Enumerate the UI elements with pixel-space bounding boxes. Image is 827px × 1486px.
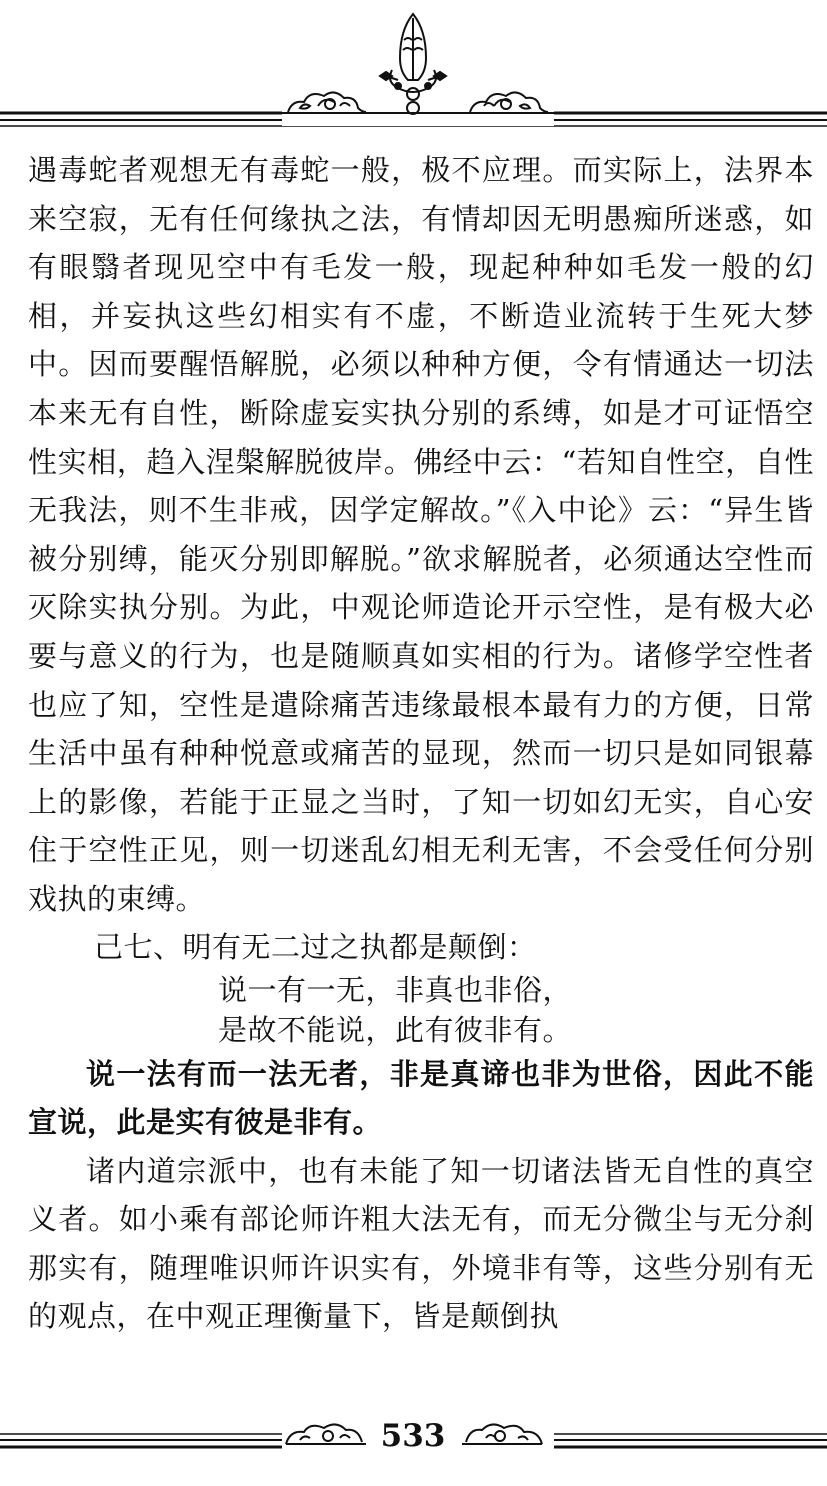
verse-commentary: 说一法有而一法无者，非是真谛也非为世俗，因此不能宣说，此是实有彼是非有。 (28, 1056, 814, 1140)
section-heading: 己七、明有无二过之执都是颠倒： (94, 929, 537, 964)
page-content (28, 146, 814, 1341)
page-number: 533 (380, 1418, 446, 1454)
body-paragraph-1: 遇毒蛇者观想无有毒蛇一般，极不应理。而实际上，法界本来空寂，无有任何缘执之法，有情却因无明愚痴所迷惑，如有眼翳者现见空中有毛发一般，现起种种如毛发一般的幻相，并妄执这些幻相实有不虚，不断造业流转于生死大梦中。因而要醒悟解脱，必须以种种方便，令有情通达一切法本来无有自性，断除虚妄实执分别的系缚，如是才可证悟空性实相，趋入涅槃解脱彼岸。佛经中云：“若知自性空，自性无我法，则不生非戒，因学定解故。”《入中论》云：“异生皆被分别缚，能灭分别即解脱。”欲求解脱者，必须通达空性而灭除实执分别。为此，中观论师造论开示空性，是有极大必要与意义的行为，也是随顺真如实相的行为。诸修学空性者也应了知，空性是遣除痛苦违缘最根本最有力的方便，日常生活中虽有种种悦意或痛苦的显现，然而一切只是如同银幕上的影像，若能于正显之当时，了知一切如幻无实，自心安住于空性正见，则一切迷乱幻相无利无害，不会受任何分别戏执的束缚。 (28, 153, 814, 916)
page-header-ornament (0, 0, 827, 140)
verse-line-1: 说一有一无，非真也非俗， (218, 972, 573, 1007)
verse-line-2: 是故不能说，此有彼非有。 (218, 1012, 573, 1047)
header-frame (0, 0, 827, 140)
page-footer-ornament (0, 1400, 827, 1486)
body-paragraph-2: 诸内道宗派中，也有未能了知一切诸法皆无自性的真空义者。如小乘有部论师许粗大法无有，而无分微尘与无分刹那实有，随理唯识师许识实有，外境非有等，这些分别有无的观点，在中观正理衡量下，皆是颠倒执 (28, 1153, 814, 1334)
